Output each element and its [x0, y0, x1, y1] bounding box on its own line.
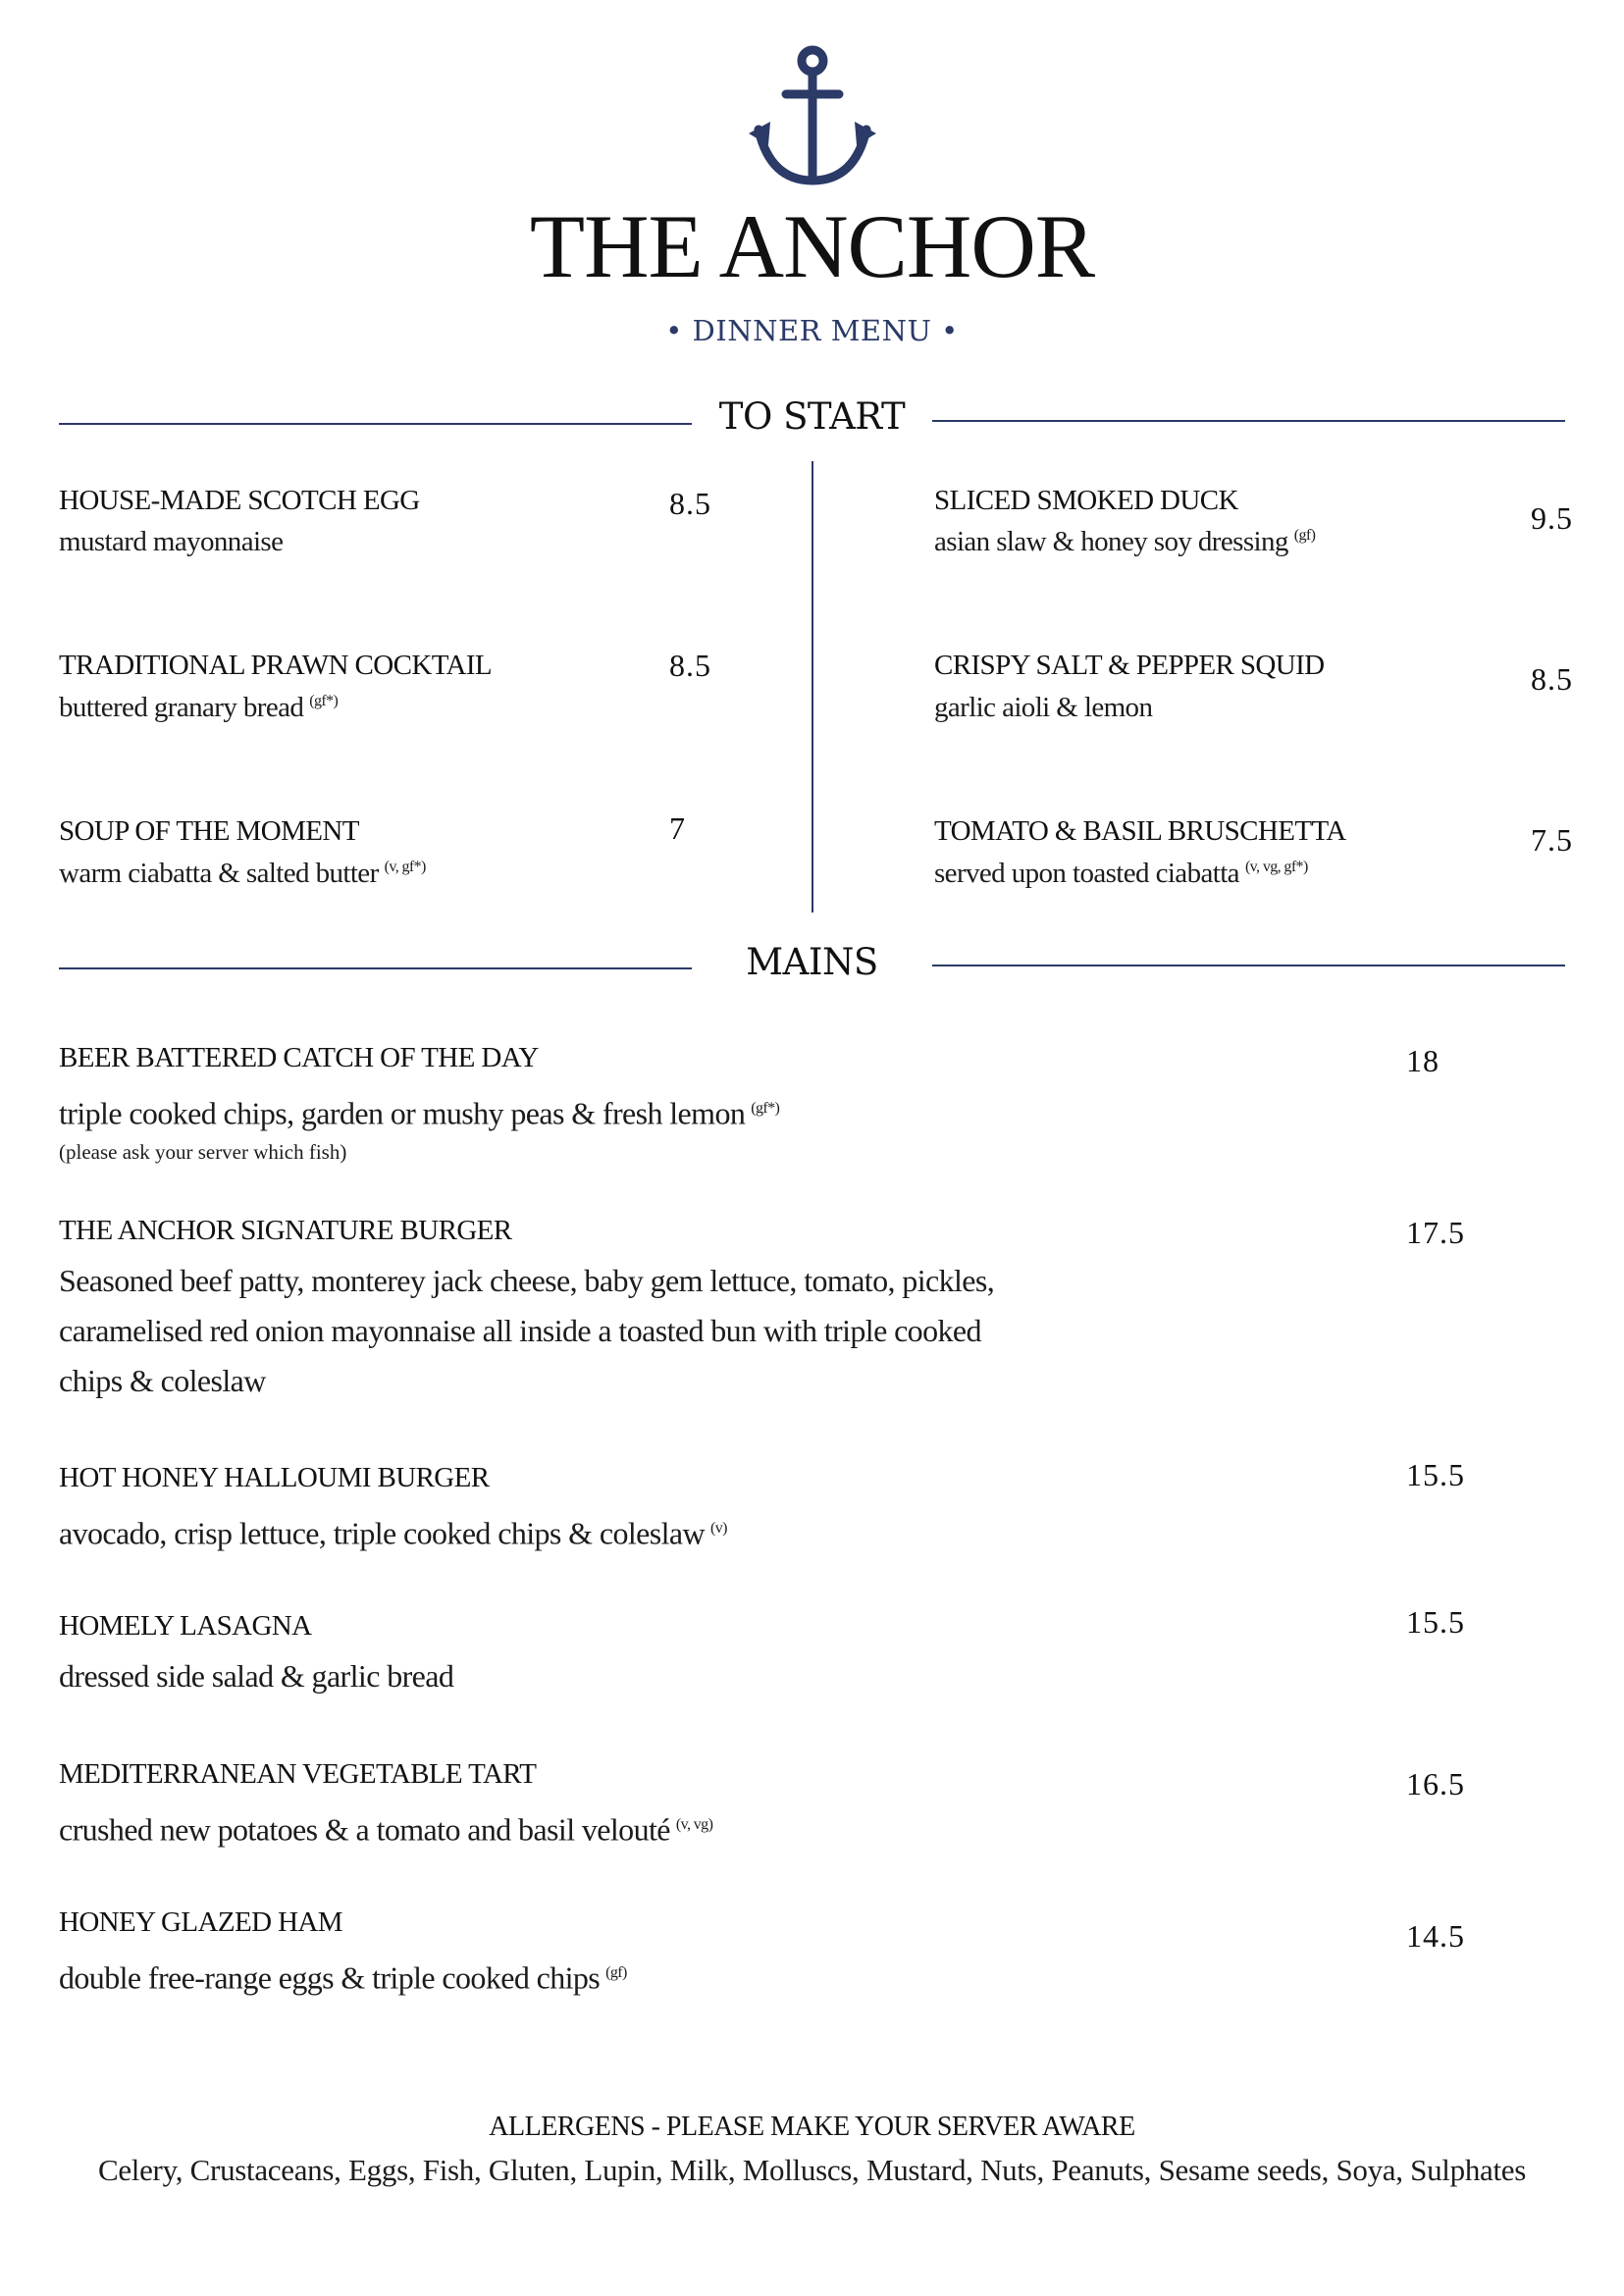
menu-item-desc: Seasoned beef patty, monterey jack cheese, baby gem lettuce, tomato, pickles, caramelised red onion mayonnaise all inside a toasted bun with triple cooked chips & coleslaw: [59, 1263, 995, 1398]
menu-item-price: 8.5: [669, 648, 711, 683]
section-title-mains: MAINS: [746, 941, 878, 983]
menu-item-name: BEER BATTERED CATCH OF THE DAY: [59, 1042, 539, 1073]
menu-item-name: TOMATO & BASIL BRUSCHETTA: [934, 815, 1346, 847]
menu-item-price: 16.5: [1406, 1766, 1465, 1801]
menu-item-price: 17.5: [1406, 1215, 1465, 1250]
menu-item-name: HOMELY LASAGNA: [59, 1610, 312, 1642]
dietary-tag: (v, vg): [675, 1816, 713, 1833]
start-rule-right: [932, 420, 1565, 422]
menu-item-desc: served upon toasted ciabatta $^{(v, vg, gf*)}$: [934, 858, 1308, 889]
dietary-tag: (gf): [605, 1964, 627, 1981]
menu-item-desc: avocado, crisp lettuce, triple cooked chips & coleslaw $^{(v)}$: [59, 1515, 727, 1551]
menu-item-price: 18: [1406, 1043, 1440, 1078]
menu-item-price: 7.5: [1531, 822, 1573, 858]
menu-item-name: SLICED SMOKED DUCK: [934, 485, 1238, 516]
menu-item-price: 7: [669, 810, 686, 846]
menu-item-name: HONEY GLAZED HAM: [59, 1906, 342, 1938]
menu-item-desc: triple cooked chips, garden or mushy peas & fresh lemon $^{(gf*)}$: [59, 1095, 780, 1131]
menu-item-desc: dressed side salad & garlic bread: [59, 1658, 454, 1694]
menu-item-desc: mustard mayonnaise: [59, 526, 284, 557]
menu-item-price: 15.5: [1406, 1457, 1465, 1492]
menu-item-name: SOUP OF THE MOMENT: [59, 815, 359, 847]
dietary-tag: (v, gf*): [384, 859, 426, 876]
section-title-start: TO START: [718, 395, 906, 438]
menu-item-name: TRADITIONAL PRAWN COCKTAIL: [59, 650, 493, 681]
anchor-icon: [749, 43, 876, 190]
restaurant-title: THE ANCHOR: [529, 196, 1095, 296]
dietary-tag: (gf): [1293, 527, 1316, 545]
dietary-tag: (gf*): [751, 1100, 780, 1117]
dietary-tag: (gf*): [309, 693, 339, 710]
menu-item-name: MEDITERRANEAN VEGETABLE TART: [59, 1758, 537, 1790]
menu-item-desc: double free-range eggs & triple cooked chips $^{(gf)}$: [59, 1959, 627, 1996]
dietary-tag: (v, vg, gf*): [1244, 859, 1308, 876]
menu-item-price: 9.5: [1531, 500, 1573, 536]
menu-item-name: CRISPY SALT & PEPPER SQUID: [934, 650, 1325, 681]
menu-item-price: 15.5: [1406, 1604, 1465, 1640]
menu-item-desc: warm ciabatta & salted butter $^{(v, gf*)}$: [59, 858, 426, 889]
menu-item-note: (please ask your server which fish): [59, 1140, 347, 1164]
menu-item-desc: garlic aioli & lemon: [934, 692, 1153, 723]
allergens-title: ALLERGENS - PLEASE MAKE YOUR SERVER AWARE: [489, 2112, 1135, 2142]
mains-rule-right: [932, 965, 1565, 966]
menu-item-name: HOT HONEY HALLOUMI BURGER: [59, 1462, 490, 1493]
menu-item-name: THE ANCHOR SIGNATURE BURGER: [59, 1215, 512, 1246]
column-divider: [812, 461, 813, 913]
dietary-tag: (v): [710, 1520, 727, 1537]
menu-item-desc: buttered granary bread $^{(gf*)}$: [59, 692, 339, 723]
menu-item-name: HOUSE-MADE SCOTCH EGG: [59, 485, 420, 516]
menu-item-price: 8.5: [1531, 661, 1573, 697]
menu-item-desc: asian slaw & honey soy dressing $^{(gf)}$: [934, 526, 1316, 557]
menu-subtitle: • DINNER MENU •: [665, 314, 959, 347]
menu-item-desc: crushed new potatoes & a tomato and basil velouté $^{(v, vg)}$: [59, 1811, 713, 1848]
allergens-list: Celery, Crustaceans, Eggs, Fish, Gluten, Lupin, Milk, Molluscs, Mustard, Nuts, Peanuts, Sesame seeds, Soya, Sulphates: [97, 2153, 1527, 2187]
menu-item-price: 8.5: [669, 486, 711, 521]
menu-item-price: 14.5: [1406, 1918, 1465, 1954]
